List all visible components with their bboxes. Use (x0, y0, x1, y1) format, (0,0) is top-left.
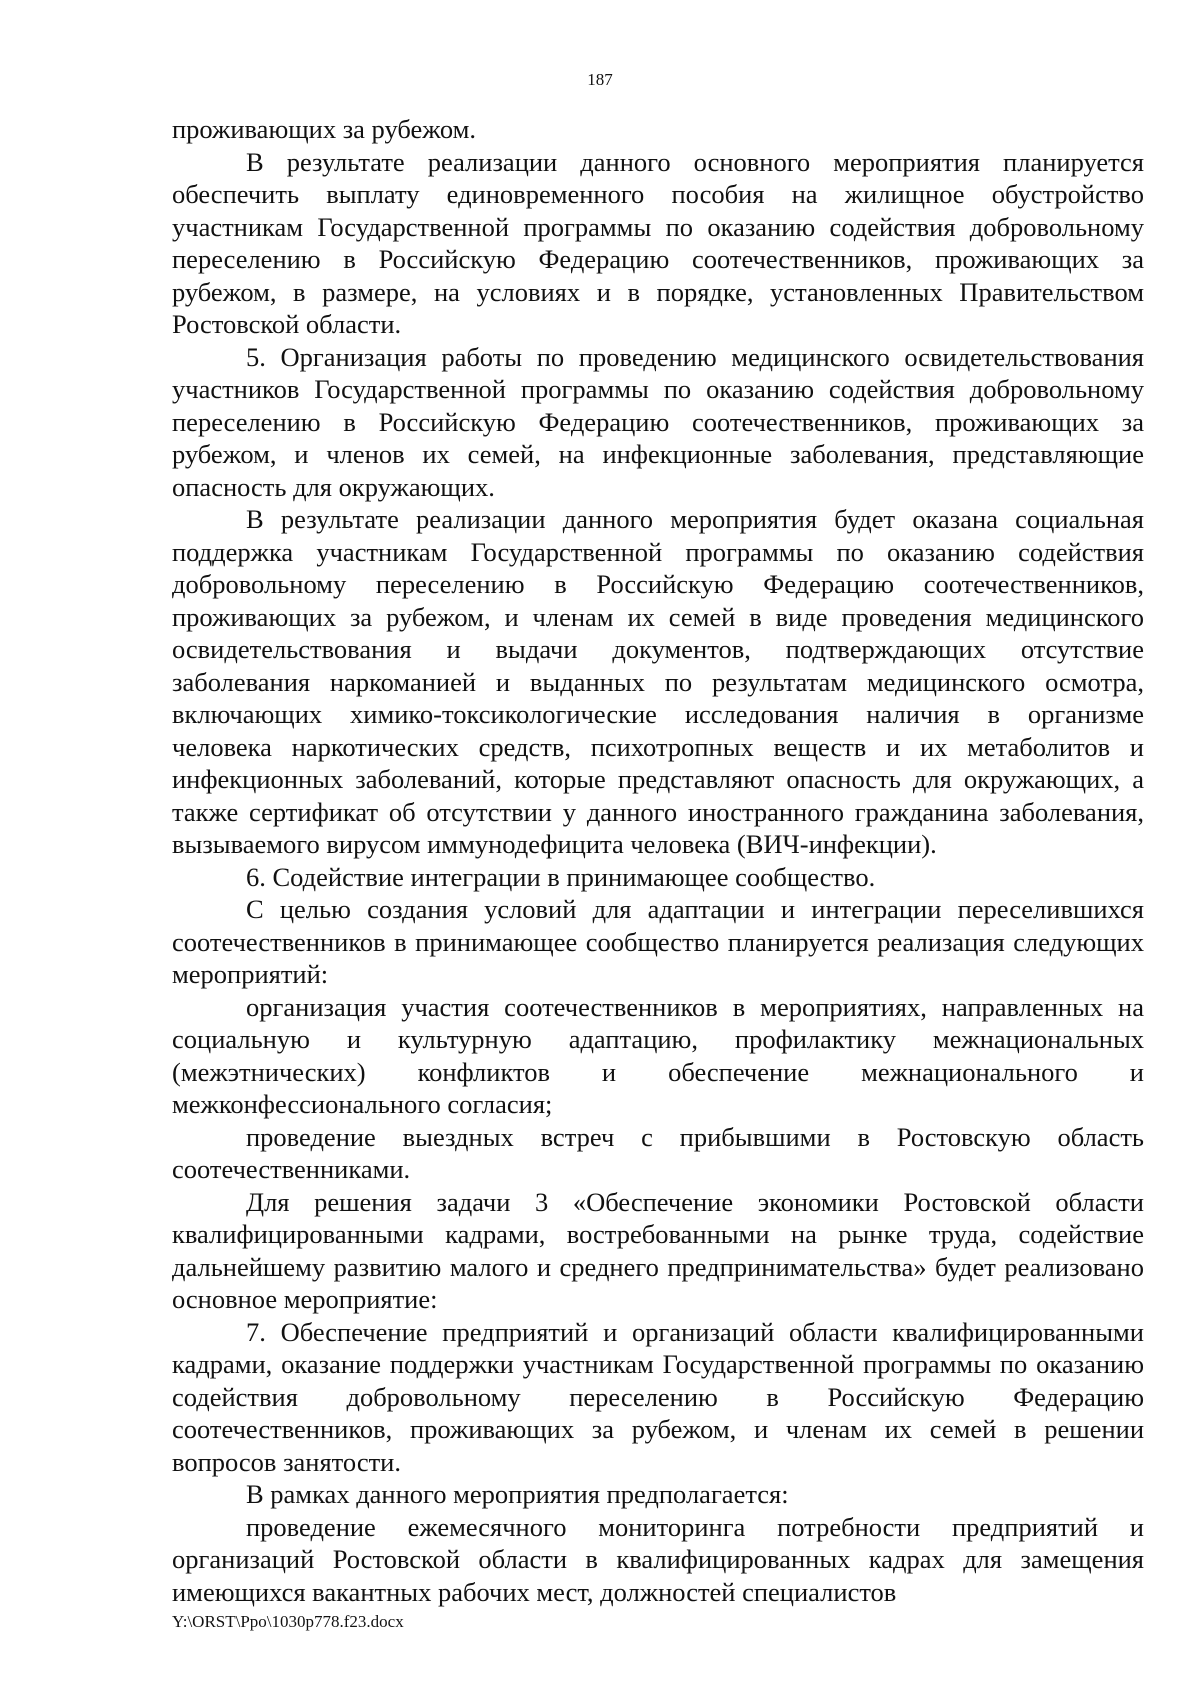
paragraph-integration-measure-1: организация участия соотечественников в мероприятиях, направленных на социальную и культурную адаптацию, профилактику межнациональных (межэтнических) конфликтов и обеспечение межнационального и межконфессионального согласия; (172, 991, 1144, 1119)
paragraph-result-medical-examination: В результате реализации данного мероприятия будет оказана социальная поддержка участникам Государственной программы по оказанию содействия добровольному переселению в Российскую Федерацию соотечественников, проживающих за рубежом, и членам их семей в виде проведения медицинского освидетельствования и выдачи документов, подтверждающих отсутствие заболевания наркоманией и выданных по результатам медицинского осмотра, включающих химико-токсикологические исследования наличия в организме человека наркотических средств, психотропных веществ и их метаболитов и инфекционных заболеваний, которые представляют опасность для окружающих, а также сертификат об отсутствии у данного иностранного гражданина заболевания, вызываемого вирусом иммунодефицита человека (ВИЧ-инфекции). (172, 504, 1144, 859)
paragraph-item-5-heading: 5. Организация работы по проведению медицинского освидетельствования участников Государственной программы по оказанию содействия добровольному переселению в Российскую Федерацию соотечественников, проживающих за рубежом, и членов их семей, на инфекционные заболевания, представляющие опасность для окружающих. (172, 341, 1144, 502)
paragraph-item-7-heading: 7. Обеспечение предприятий и организаций области квалифицированными кадрами, оказание поддержки участникам Государственной программы по оказанию содействия добровольному переселению в Российскую Федерацию соотечественников, проживающих за рубежом, и членам их семей в решении вопросов занятости. (172, 1316, 1144, 1477)
page-number: 187 (587, 70, 613, 89)
paragraph-monitoring: проведение ежемесячного мониторинга потребности предприятий и организаций Ростовской области в квалифицированных кадрах для замещения имеющихся вакантных рабочих мест, должностей специалистов (172, 1511, 1144, 1607)
paragraph-continuation: проживающих за рубежом. (172, 114, 477, 144)
document-body (172, 113, 1144, 1608)
paragraph-measure-framework: В рамках данного мероприятия предполагается: (246, 1479, 789, 1509)
paragraph-integration-measure-2: проведение выездных встреч с прибывшими в Ростовскую область соотечественниками. (172, 1121, 1144, 1184)
paragraph-task-3-intro: Для решения задачи 3 «Обеспечение экономики Ростовской области квалифицированными кадрами, востребованными на рынке труда, содействие дальнейшему развитию малого и среднего предпринимательства» будет реализовано основное мероприятие: (172, 1186, 1144, 1314)
paragraph-item-6-heading: 6. Содействие интеграции в принимающее сообщество. (246, 861, 876, 892)
paragraph-integration-intro: С целью создания условий для адаптации и интеграции переселившихся соотечественников в принимающее сообщество планируется реализация следующих мероприятий: (172, 894, 1144, 989)
file-path-footer: Y:\ORST\Ppo\1030p778.f23.docx (172, 1612, 404, 1631)
paragraph-result-housing-allowance: В результате реализации данного основного мероприятия планируется обеспечить выплату единовременного пособия на жилищное обустройство участникам Государственной программы по оказанию содействия добровольному переселению в Российскую Федерацию соотечественников, проживающих за рубежом, в размере, на условиях и в порядке, установленных Правительством Ростовской области. (172, 146, 1144, 339)
